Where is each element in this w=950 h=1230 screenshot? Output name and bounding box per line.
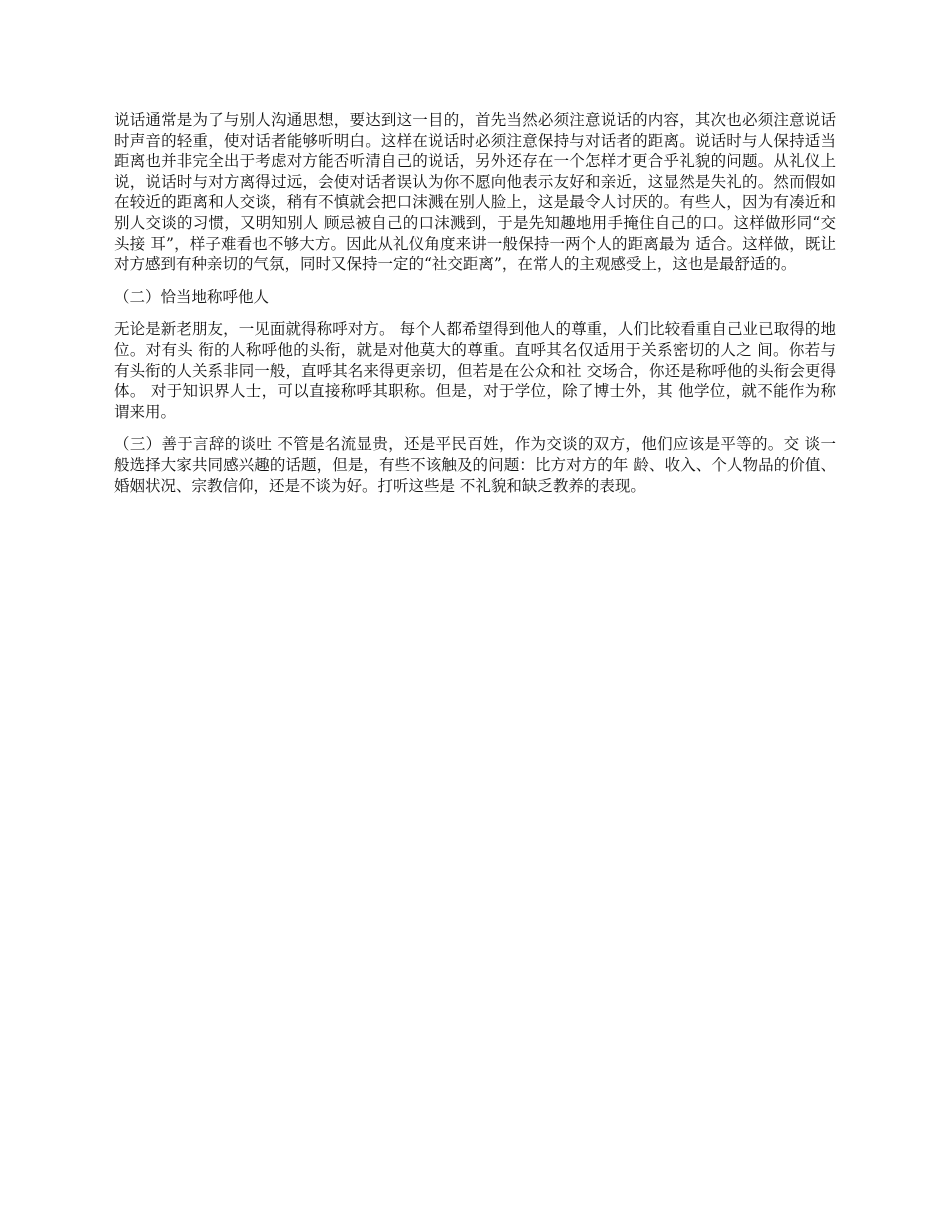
paragraph-conversation-topics: （三）善于言辞的谈吐 不管是名流显贵，还是平民百姓，作为交谈的双方，他们应该是平等的。交 谈一般选择大家共同感兴趣的话题，但是，有些不该触及的问题：比方对方的年 龄、收入、个人物品的价值、婚姻状况、宗教信仰，还是不谈为好。打听这些是 不礼貌和缺乏教养的表现。	[114, 435, 836, 495]
document-page	[114, 110, 836, 508]
paragraph-conversation-distance: 说话通常是为了与别人沟通思想，要达到这一目的，首先当然必须注意说话的内容，其次也必须注意说话时声音的轻重，使对话者能够听明白。这样在说话时必须注意保持与对话者的距离。说话时与人保持适当距离也并非完全出于考虑对方能否听清自己的说话，另外还存在一个怎样才更合乎礼貌的问题。从礼仪上说，说话时与对方离得过远，会使对话者误认为你不愿向他表示友好和亲近，这显然是失礼的。然而假如在较近的距离和人交谈，稍有不慎就会把口沫溅在别人脸上，这是最令人讨厌的。有些人，因为有凑近和别人交谈的习惯，又明知别人 顾忌被自己的口沫溅到，于是先知趣地用手掩住自己的口。这样做形同“交头接 耳”，样子难看也不够大方。因此从礼仪角度来讲一般保持一两个人的距离最为 适合。这样做，既让对方感到有种亲切的气氛，同时又保持一定的“社交距离”，在常人的主观感受上，这也是最舒适的。	[114, 111, 836, 274]
section-heading-addressing-others: （二）恰当地称呼他人	[114, 287, 270, 306]
paragraph-addressing-others: 无论是新老朋友，一见面就得称呼对方。 每个人都希望得到他人的尊重，人们比较看重自己业已取得的地位。对有头 衔的人称呼他的头衔，就是对他莫大的尊重。直呼其名仅适用于关系密切的人之 间。你若与有头衔的人关系非同一般，直呼其名来得更亲切，但若是在公众和社 交场合，你还是称呼他的头衔会更得体。 对于知识界人士，可以直接称呼其职称。但是，对于学位，除了博士外，其 他学位，就不能作为称谓来用。	[114, 320, 836, 421]
